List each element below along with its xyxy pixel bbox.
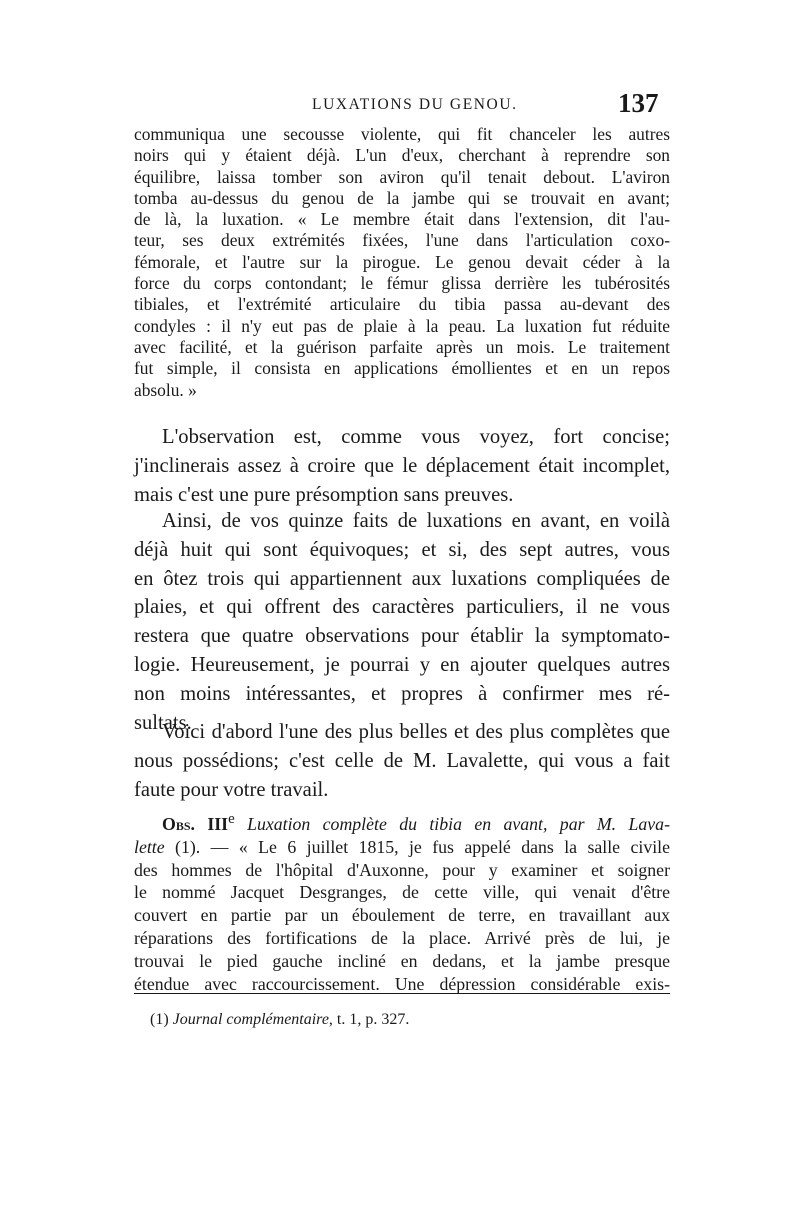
text-line: j'inclinerais assez à croire que le déplacement était incomplet, — [134, 454, 670, 477]
text-line: logie. Heureusement, je pourrai y en ajouter quelques autres — [134, 653, 670, 676]
observation-heading-line — [134, 808, 670, 836]
page-header — [0, 88, 800, 124]
text-line: Ainsi, de vos quinze faits de luxations en avant, en voilà — [162, 510, 670, 532]
footnote-citation: , t. 1, p. 327. — [328, 1011, 410, 1028]
observation-title-end: lette — [134, 836, 165, 857]
paragraph-lavalette-intro — [134, 718, 670, 804]
text-line: faute pour votre travail. — [134, 778, 329, 801]
text-line: en ôtez trois qui appartiennent aux luxations compliquées de — [134, 567, 670, 590]
text-line: non moins intéressantes, et propres à confirmer mes ré- — [134, 682, 670, 705]
text-line: condyles : il n'y eut pas de plaie à la peau. La luxation fut réduite — [134, 315, 670, 336]
text-line: force du corps contondant; le fémur glissa derrière les tubérosités — [134, 273, 670, 294]
text-line: restera que quatre observations pour établir la symptomato- — [134, 625, 670, 648]
text-line: étendue avec raccourcissement. Une dépression considérable exis- — [134, 973, 670, 994]
footnote-journal-title: Journal complémentaire — [172, 1011, 329, 1028]
text-line: couvert en partie par un éboulement de terre, en travaillant aux — [134, 905, 670, 926]
text-line: trouvai le pied gauche incliné en dedans, et la jambe presque — [134, 950, 670, 971]
text-line: fémorale, et l'autre sur la pirogue. Le genou devait céder à la — [134, 251, 670, 272]
observation-label: Obs. III — [162, 813, 229, 834]
footnote-marker: (1) — [150, 1011, 169, 1028]
text-line: L'observation est, comme vous voyez, fort concise; — [162, 426, 670, 448]
text-line: teur, ses deux extrémités fixées, l'une dans l'articulation coxo- — [134, 230, 670, 251]
text-line: tomba au-dessus du genou de la jambe qui se trouvait en avant; — [134, 187, 670, 208]
footnote — [150, 1011, 409, 1029]
text-line: mais c'est une pure présomption sans preuves. — [134, 483, 514, 506]
paragraph-observation-concise — [134, 423, 670, 509]
footnote-reference: (1). — [175, 836, 201, 857]
text-line: fut simple, il consista en applications émollientes et en un repos — [134, 358, 670, 379]
text-line: plaies, et qui offrent des caractères particuliers, il ne vous — [134, 596, 670, 619]
text-line: des hommes de l'hôpital d'Auxonne, pour y examiner et soigner — [134, 859, 670, 880]
observation-first-text: — « Le 6 juillet 1815, je fus appelé dans la salle civile — [210, 836, 670, 857]
text-line: réparations des fortifications de la place. Arrivé près de lui, je — [134, 927, 670, 948]
observation-title: Luxation complète du tibia en avant, par M. Lava- — [247, 813, 670, 834]
page-number: 137 — [618, 88, 659, 118]
observation-three — [134, 808, 670, 995]
quoted-case-text — [134, 124, 670, 401]
text-line: absolu. » — [134, 379, 197, 400]
observation-heading-line-2 — [134, 836, 670, 859]
paragraph-fifteen-cases — [134, 507, 670, 737]
text-line: équilibre, laissa tomber son aviron qu'il tenait debout. L'aviron — [134, 166, 670, 187]
text-line: Voici d'abord l'une des plus belles et des plus complètes que — [162, 721, 670, 743]
text-line: de là, la luxation. « Le membre était dans l'extension, dit l'au- — [134, 209, 670, 230]
text-line: nous possédions; c'est celle de M. Lavalette, qui vous a fait — [134, 749, 670, 772]
observation-label-superscript: e — [228, 811, 235, 827]
footnote-divider — [134, 993, 670, 994]
text-line: déjà huit qui sont équivoques; et si, des sept autres, vous — [134, 538, 670, 561]
text-line: le nommé Jacquet Desgranges, de cette ville, qui venait d'être — [134, 882, 670, 903]
text-line: noirs qui y étaient déjà. L'un d'eux, cherchant à reprendre son — [134, 145, 670, 166]
running-head: LUXATIONS DU GENOU. — [312, 96, 518, 113]
text-line: avec facilité, et la guérison parfaite après un mois. Le traitement — [134, 336, 670, 357]
text-line: sultats. — [134, 711, 192, 734]
text-line: communiqua une secousse violente, qui fit chanceler les autres — [134, 124, 670, 144]
text-line: tibiales, et l'extrémité articulaire du tibia passa au-devant des — [134, 294, 670, 315]
